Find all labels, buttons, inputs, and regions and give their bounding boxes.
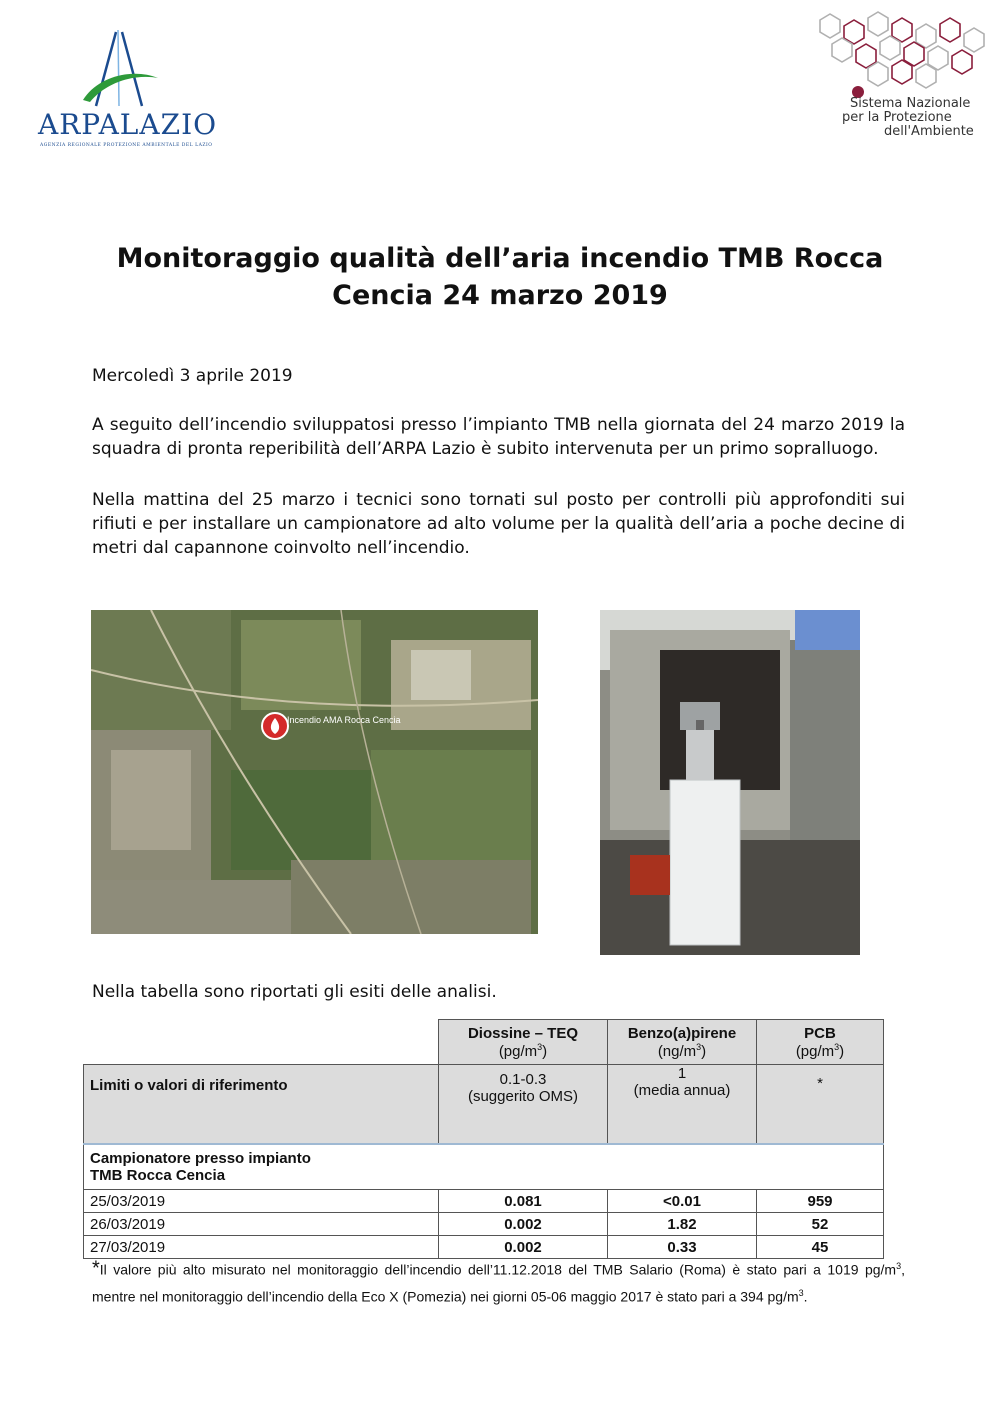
snpa-line2: per la Protezione <box>842 110 952 125</box>
paragraph-1: A seguito dell’incendio sviluppatosi presso l’impianto TMB nella giornata del 24 marzo 2019 la squadra di pronta reperibilità dell’ARPA Lazio è subito intervenuta per un primo sopralluogo. <box>92 415 905 459</box>
table-row <box>84 1190 884 1213</box>
footnote-star: * <box>92 1257 100 1280</box>
arpa-lazio-logo <box>38 28 218 148</box>
limits-label: Limiti o valori di riferimento <box>84 1065 439 1145</box>
title-line-1: Monitoraggio qualità dell’aria incendio TMB Rocca <box>116 243 884 274</box>
row-bap: <0.01 <box>608 1190 757 1213</box>
paragraph-2: Nella mattina del 25 marzo i tecnici sono tornati sul posto per controlli più approfonditi sui rifiuti e per installare un campionatore ad alto volume per la qualità dell’aria a poche decine di metri dal capannone coinvolto nell’incendio. <box>92 490 905 558</box>
row-bap: 0.33 <box>608 1236 757 1259</box>
site-label: Campionatore presso impianto TMB Rocca Cencia <box>84 1144 884 1190</box>
footnote: *Il valore più alto misurato nel monitoraggio dell’incendio dell’11.12.2018 del TMB Salario (Roma) è stato pari a 1019 $pg/m^3$, mentre nel monitoraggio dell’incendio della Eco X (Pomezia) nei giorni 05-06 maggio 2017 è stato pari a 394 $pg/m^3$. <box>92 1257 905 1305</box>
snpa-logo <box>806 10 1000 140</box>
row-diossine: 0.081 <box>439 1190 608 1213</box>
row-pcb: 45 <box>757 1236 884 1259</box>
row-date: 27/03/2019 <box>84 1236 439 1259</box>
row-bap: 1.82 <box>608 1213 757 1236</box>
row-pcb: 959 <box>757 1190 884 1213</box>
site-row <box>84 1144 884 1190</box>
results-table <box>83 1019 884 1259</box>
header-pcb: PCB $(pg/m^3)$ <box>757 1020 884 1065</box>
arpa-swoosh-icon <box>38 28 198 108</box>
header-diossine: Diossine – TEQ $(pg/m^3)$ <box>439 1020 608 1065</box>
limit-benzoapirene: 1 (media annua) <box>608 1065 757 1145</box>
page-title <box>60 240 940 314</box>
publication-date: Mercoledì 3 aprile 2019 <box>92 366 293 386</box>
air-sampler-photo <box>600 610 860 955</box>
arpa-brand-name: ARPALAZIO <box>38 108 218 141</box>
header-benzoapirene: Benzo(a)pirene $(ng/m^3)$ <box>608 1020 757 1065</box>
row-date: 25/03/2019 <box>84 1190 439 1213</box>
row-diossine: 0.002 <box>439 1236 608 1259</box>
limit-pcb: * <box>757 1065 884 1145</box>
limit-diossine: 0.1-0.3 (suggerito OMS) <box>439 1065 608 1145</box>
snpa-line1: Sistema Nazionale <box>850 96 971 111</box>
table-header-row <box>84 1020 884 1065</box>
row-diossine: 0.002 <box>439 1213 608 1236</box>
map-fire-label: Incendio AMA Rocca Cencia <box>287 715 401 725</box>
hexagon-network-icon <box>806 10 1000 98</box>
arpa-brand-subtitle: AGENZIA REGIONALE PROTEZIONE AMBIENTALE DEL LAZIO <box>40 143 213 148</box>
table-row <box>84 1213 884 1236</box>
snpa-line3: dell'Ambiente <box>884 124 974 139</box>
satellite-map-image <box>91 610 538 934</box>
row-pcb: 52 <box>757 1213 884 1236</box>
table-intro: Nella tabella sono riportati gli esiti delle analisi. <box>92 982 497 1002</box>
limits-row <box>84 1065 884 1145</box>
fire-marker-icon <box>262 713 288 739</box>
title-line-2: Cencia 24 marzo 2019 <box>332 280 668 311</box>
row-date: 26/03/2019 <box>84 1213 439 1236</box>
